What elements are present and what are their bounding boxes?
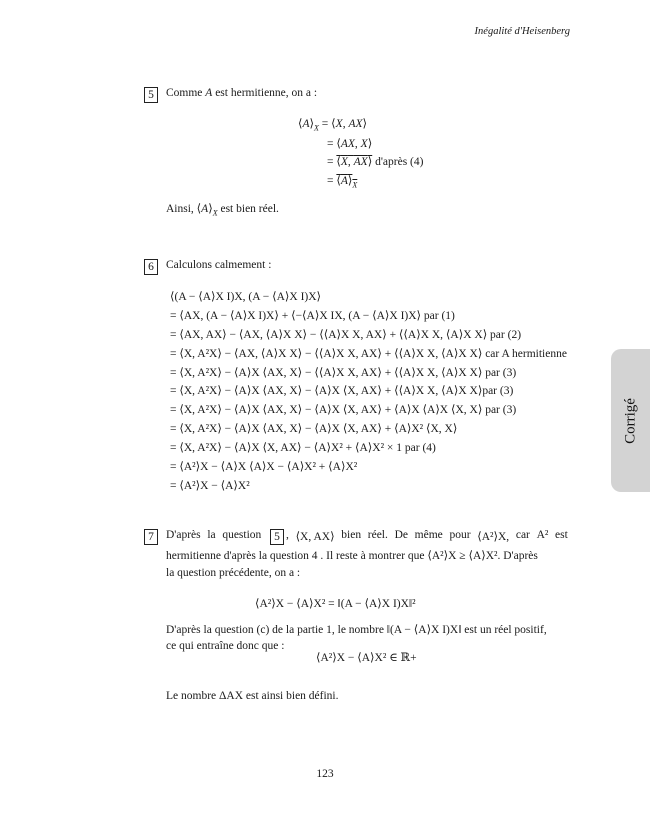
q5-intro: Comme A est hermitienne, on a :: [166, 87, 318, 99]
calc-line-4: = ⟨X, A²X⟩ − ⟨A⟩X ⟨AX, X⟩ − ⟨⟨A⟩X X, AX⟩ + ⟨⟨A⟩X X, ⟨A⟩X X⟩ par (3): [170, 367, 517, 379]
q7-line-1: D'après la question 5 , ⟨X, AX⟩ bien réel. De même pour ⟨A²⟩X, car A² est: [166, 529, 568, 543]
calc-line-3: = ⟨X, A²X⟩ − ⟨AX, ⟨A⟩X X⟩ − ⟨⟨A⟩X X, AX⟩ + ⟨⟨A⟩X X, ⟨A⟩X X⟩ car A hermitienne: [170, 348, 567, 360]
question-number-7: 7: [144, 529, 158, 545]
q5-eq-line-4: = $⟨A⟩_X$: [327, 175, 358, 190]
question-number-5: 5: [144, 87, 158, 103]
q7-conclusion: Le nombre ΔAX est ainsi bien défini.: [166, 690, 339, 702]
q7-line-3: la question précédente, on a :: [166, 567, 301, 579]
q7-eq-2: ⟨A²⟩X − ⟨A⟩X² ∈ ℝ+: [316, 652, 417, 664]
calc-line-0: ⟨(A − ⟨A⟩X I)X, (A − ⟨A⟩X I)X⟩: [170, 291, 322, 303]
calc-line-5: = ⟨X, A²X⟩ − ⟨A⟩X ⟨AX, X⟩ − ⟨A⟩X ⟨X, AX⟩ + ⟨⟨A⟩X X, ⟨A⟩X X⟩par (3): [170, 385, 514, 397]
calc-line-9: = ⟨A²⟩X − ⟨A⟩X ⟨A⟩X − ⟨A⟩X² + ⟨A⟩X²: [170, 461, 358, 473]
q5-conclusion: Ainsi, $⟨A⟩_X$ est bien réel.: [166, 203, 279, 218]
question-number-6: 6: [144, 259, 158, 275]
calc-line-2: = ⟨AX, AX⟩ − ⟨AX, ⟨A⟩X X⟩ − ⟨⟨A⟩X X, AX⟩ + ⟨⟨A⟩X X, ⟨A⟩X X⟩ par (2): [170, 329, 522, 341]
tab-label: Corrigé: [622, 397, 638, 444]
calc-line-10: = ⟨A²⟩X − ⟨A⟩X²: [170, 480, 250, 492]
ref-question-5[interactable]: 5: [270, 529, 284, 545]
corrige-tab: [611, 349, 650, 492]
q7-line-2: hermitienne d'après la question 4 . Il reste à montrer que ⟨A²⟩X ≥ ⟨A⟩X². D'après: [166, 550, 538, 562]
calc-line-6: = ⟨X, A²X⟩ − ⟨A⟩X ⟨AX, X⟩ − ⟨A⟩X ⟨X, AX⟩ + ⟨A⟩X ⟨A⟩X ⟨X, X⟩ par (3): [170, 404, 517, 416]
q7-para-2: ce qui entraîne donc que :: [166, 640, 285, 652]
q5-eq-line-3: = ⟨X, AX⟩ d'après (4): [327, 156, 424, 168]
q7-eq-1: ⟨A²⟩X − ⟨A⟩X² = ‖(A − ⟨A⟩X I)X‖²: [255, 598, 416, 610]
page-number: 123: [316, 768, 334, 780]
q5-eq-line-1: $⟨A⟩_X$ = ⟨X, AX⟩: [298, 118, 367, 133]
q5-eq-line-2: = ⟨AX, X⟩: [327, 138, 373, 150]
calc-line-7: = ⟨X, A²X⟩ − ⟨A⟩X ⟨AX, X⟩ − ⟨A⟩X ⟨X, AX⟩ + ⟨A⟩X² ⟨X, X⟩: [170, 423, 458, 435]
calc-line-1: = ⟨AX, (A − ⟨A⟩X I)X⟩ + ⟨−⟨A⟩X IX, (A − ⟨A⟩X I)X⟩ par (1): [170, 310, 455, 322]
q6-intro: Calculons calmement :: [166, 259, 272, 271]
q7-para: D'après la question (c) de la partie 1, le nombre ‖(A − ⟨A⟩X I)X‖ est un réel positif,: [166, 624, 547, 636]
calc-line-8: = ⟨X, A²X⟩ − ⟨A⟩X ⟨X, AX⟩ − ⟨A⟩X² + ⟨A⟩X² × 1 par (4): [170, 442, 436, 454]
running-header: Inégalité d'Heisenberg: [474, 26, 570, 37]
